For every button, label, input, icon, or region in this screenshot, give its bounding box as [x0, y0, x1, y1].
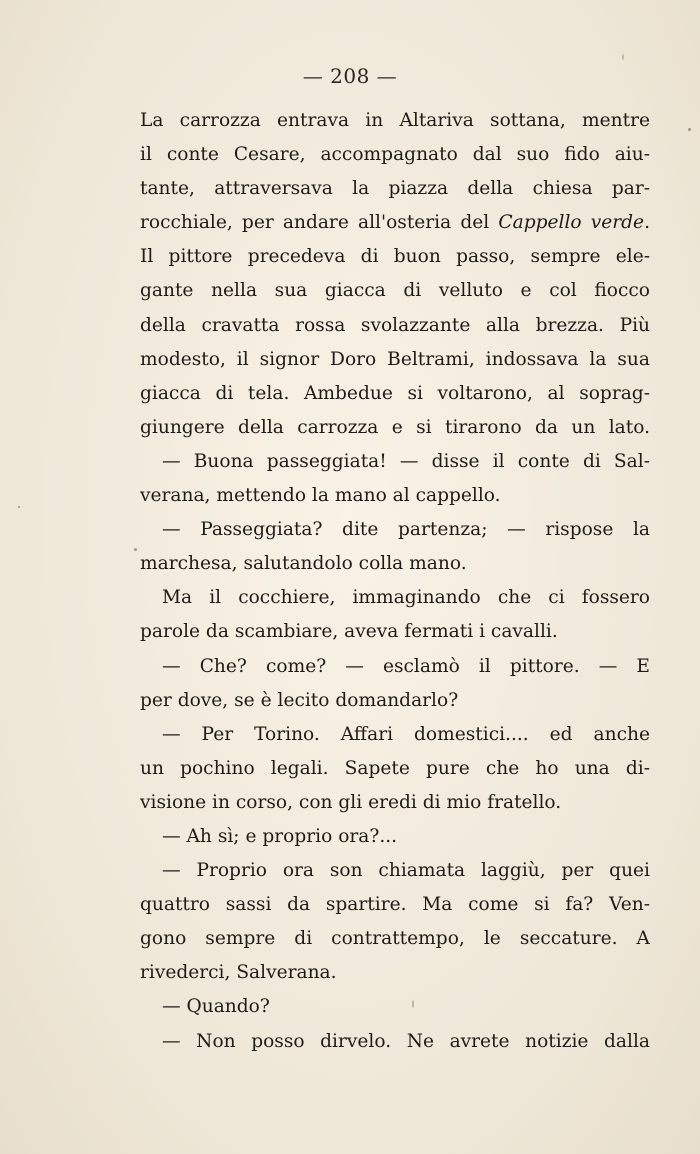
- text-line: tante, attraversava la piazza della chiesa par-: [140, 178, 650, 200]
- paper-speck: [18, 506, 20, 508]
- paper-speck: [622, 54, 624, 60]
- text-line: Ma il cocchiere, immaginando che ci fossero: [162, 587, 650, 609]
- paper-speck: [412, 1000, 414, 1008]
- text-line: gante nella sua giacca di velluto e col fiocco: [140, 280, 650, 302]
- text-line: rivederci, Salverana.: [140, 962, 337, 984]
- text-line: visione in corso, con gli eredi di mio fratello.: [140, 791, 562, 813]
- text-line: marchesa, salutandolo colla mano.: [140, 553, 467, 575]
- text-line: modesto, il signor Doro Beltrami, indossava la sua: [140, 348, 650, 370]
- text-line: — Buona passeggiata! — disse il conte di Sal-: [162, 450, 650, 472]
- text-line: parole da scambiare, aveva fermati i cavalli.: [140, 621, 558, 643]
- italic-title: Cappello verde: [498, 212, 645, 234]
- body-text: [140, 104, 650, 1059]
- text-line: La carrozza entrava in Altariva sottana, mentre: [140, 110, 650, 131]
- text-line: — Ah sì; e proprio ora?...: [162, 825, 398, 847]
- text-line: il conte Cesare, accompagnato dal suo fido aiu-: [140, 144, 650, 166]
- text-line: Il pittore precedeva di buon passo, sempre ele-: [140, 246, 650, 268]
- text-line: — Non posso dirvelo. Ne avrete notizie dalla: [162, 1030, 650, 1052]
- page-number: — 208 —: [302, 64, 398, 88]
- text-line: — Quando?: [162, 996, 270, 1018]
- text-line: gono sempre di contrattempo, le seccature. A: [140, 928, 650, 950]
- text-line: verana, mettendo la mano al cappello.: [140, 485, 501, 507]
- text-line: un pochino legali. Sapete pure che ho una di-: [140, 757, 650, 779]
- text-line: — Che? come? — esclamò il pittore. — E: [162, 655, 650, 677]
- text-line: — Per Torino. Affari domestici.... ed anche: [162, 723, 650, 745]
- text-line: quattro sassi da spartire. Ma come si fa? Ven-: [140, 894, 650, 916]
- paper-speck: [688, 128, 691, 131]
- text-line: — Proprio ora son chiamata laggiù, per quei: [162, 860, 650, 882]
- text-line: — Passeggiata? dite partenza; — rispose la: [162, 519, 650, 541]
- text-line: per dove, se è lecito domandarlo?: [140, 689, 459, 711]
- text-line: giacca di tela. Ambedue si voltarono, al soprag-: [140, 382, 650, 404]
- text-line: della cravatta rossa svolazzante alla brezza. Più: [140, 314, 650, 336]
- paper-speck: [134, 548, 137, 551]
- text-line: giungere della carrozza e si tirarono da un lato.: [140, 416, 650, 438]
- text-line: rocchiale, per andare all'osteria del Cappello verde.: [140, 212, 650, 234]
